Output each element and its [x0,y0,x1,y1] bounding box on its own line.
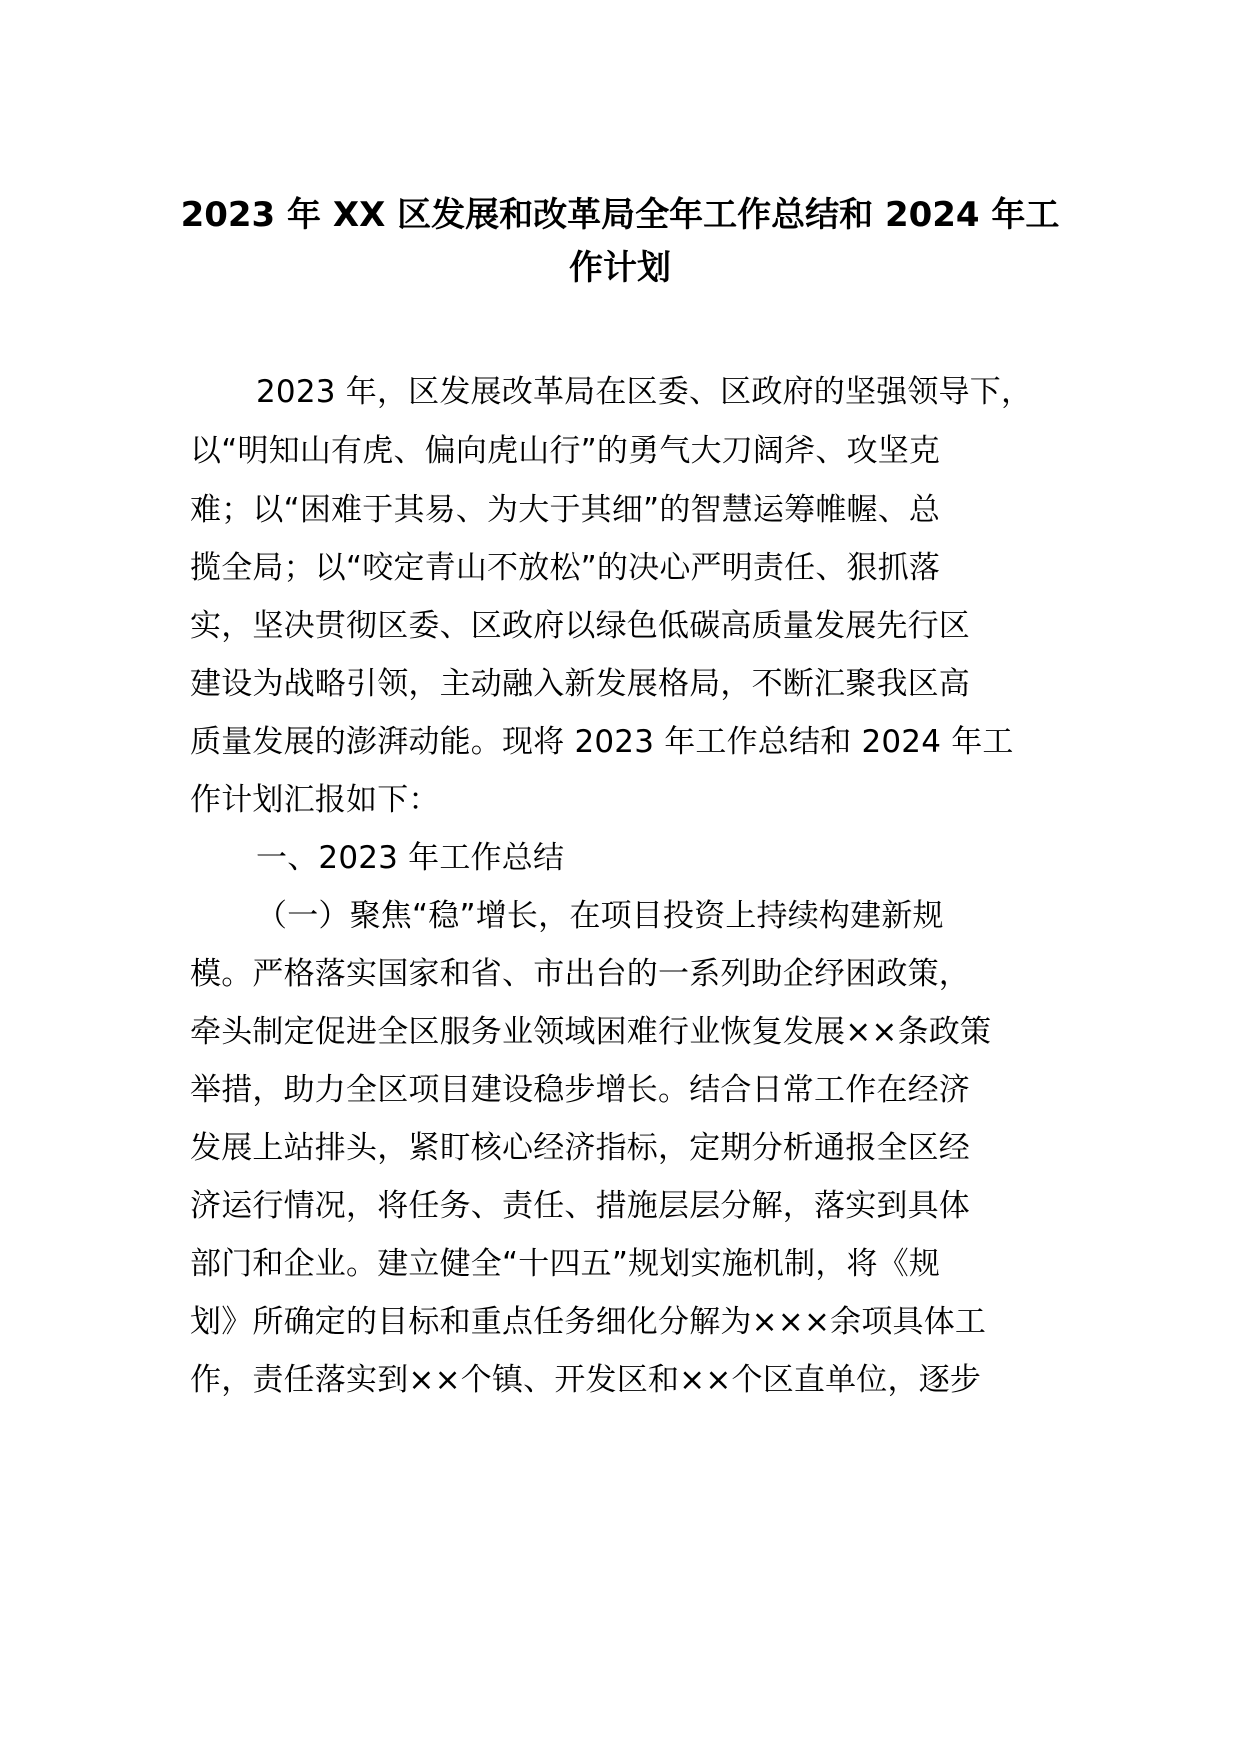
intro-paragraph-line-3: 难；以“困难于其易、为大于其细”的智慧运筹帷幄、总 [190,492,941,528]
subsection-paragraph-line-7: 部门和企业。建立健全“十四五”规划实施机制，将《规 [190,1246,941,1282]
subsection-paragraph-line-1: （一）聚焦“稳”增长，在项目投资上持续构建新规 [256,898,944,934]
subsection-paragraph-line-6: 济运行情况，将任务、责任、措施层层分解，落实到具体 [190,1188,970,1224]
intro-paragraph-line-7: 质量发展的澎湃动能。现将 2023 年工作总结和 2024 年工 [190,724,1014,760]
intro-paragraph-line-1: 2023 年，区发展改革局在区委、区政府的坚强领导下， [256,374,1033,410]
document-title-line-2: 作计划 [569,248,671,288]
intro-paragraph-line-2: 以“明知山有虎、偏向虎山行”的勇气大刀阔斧、攻坚克 [190,433,941,469]
intro-paragraph-line-8: 作计划汇报如下： [190,782,440,818]
subsection-paragraph-line-8: 划》所确定的目标和重点任务细化分解为×××余项具体工 [190,1304,987,1340]
subsection-paragraph-line-4: 举措，助力全区项目建设稳步增长。结合日常工作在经济 [190,1072,970,1108]
section-heading: 一、2023 年工作总结 [256,840,565,876]
intro-paragraph-line-4: 揽全局；以“咬定青山不放松”的决心严明责任、狠抓落 [190,550,941,586]
intro-paragraph-line-6: 建设为战略引领，主动融入新发展格局，不断汇聚我区高 [190,666,970,702]
document-title-line-1: 2023 年 XX 区发展和改革局全年工作总结和 2024 年工 [180,195,1060,235]
intro-paragraph-line-5: 实，坚决贯彻区委、区政府以绿色低碳高质量发展先行区 [190,608,970,644]
subsection-paragraph-line-9: 作，责任落实到××个镇、开发区和××个区直单位，逐步 [190,1362,982,1398]
subsection-paragraph-line-2: 模。严格落实国家和省、市出台的一系列助企纾困政策， [190,956,970,992]
subsection-paragraph-line-3: 牵头制定促进全区服务业领域困难行业恢复发展××条政策 [190,1014,992,1050]
subsection-paragraph-line-5: 发展上站排头，紧盯核心经济指标，定期分析通报全区经 [190,1130,970,1166]
